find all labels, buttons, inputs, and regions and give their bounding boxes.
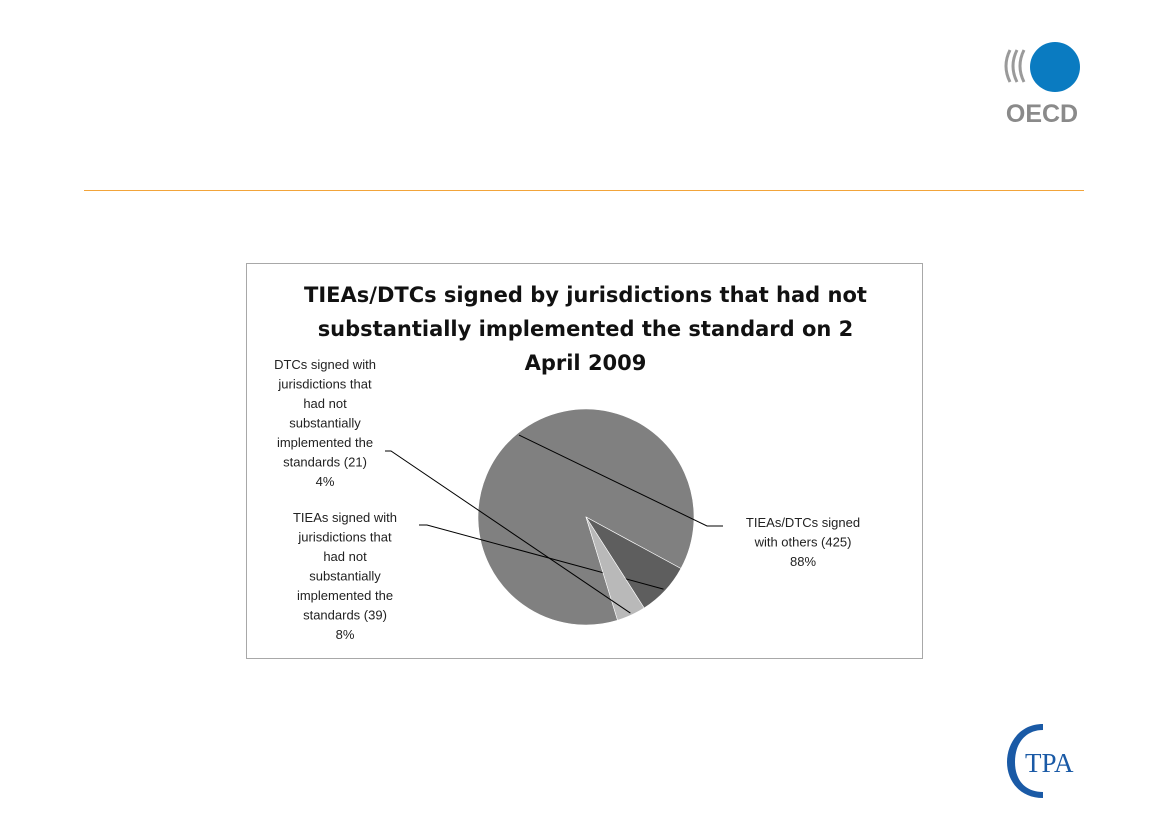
ctpa-logo-text: TPA <box>1025 748 1074 778</box>
chart-title-line-3: April 2009 <box>524 351 647 375</box>
slice-label-line: implemented the <box>296 588 394 603</box>
chart-title-line-2: substantially implemented the standard on 2 <box>317 317 854 341</box>
oecd-logo-text: OECD <box>1005 100 1079 126</box>
slice-percent-label: 8% <box>335 627 355 642</box>
slice-label-2 <box>293 510 397 642</box>
slice-label-line: substantially <box>309 568 381 584</box>
pie-chart <box>247 264 922 658</box>
slice-label-line: jurisdictions that <box>278 376 372 392</box>
slice-label-line: jurisdictions that <box>298 529 392 545</box>
header-divider <box>84 190 1084 191</box>
slice-percent-label: 4% <box>315 474 335 489</box>
slice-label-line: standards (21) <box>283 454 367 470</box>
pie-chart-frame <box>246 263 923 659</box>
slice-label-1 <box>746 515 860 569</box>
oecd-arcs-icon <box>1006 50 1024 82</box>
slice-label-line: had not <box>303 396 347 411</box>
slice-percent-label: 88% <box>789 554 817 569</box>
oecd-globe-icon <box>1030 42 1080 92</box>
slice-label-3 <box>274 357 376 489</box>
chart-title-line-1: TIEAs/DTCs signed by jurisdictions that had not <box>304 283 867 307</box>
slice-label-line: had not <box>323 549 367 564</box>
oecd-logo <box>1000 42 1084 126</box>
slice-label-line: substantially <box>289 415 361 431</box>
ctpa-logo <box>1003 718 1087 802</box>
slice-label-line: TIEAs signed with <box>292 510 398 525</box>
slice-label-line: with others (425) <box>754 534 852 550</box>
slice-label-line: TIEAs/DTCs signed <box>745 515 861 530</box>
slice-label-line: implemented the <box>276 435 374 450</box>
slice-label-line: standards (39) <box>303 607 387 623</box>
slice-label-line: DTCs signed with <box>274 357 376 372</box>
